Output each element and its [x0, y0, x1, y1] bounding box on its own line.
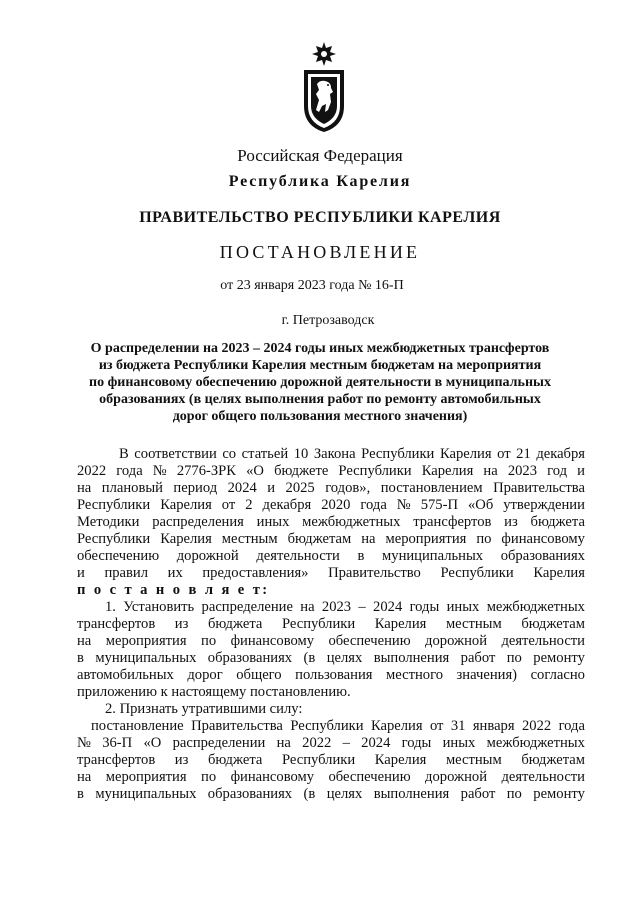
body-word: 2025 — [285, 480, 315, 496]
body-word: 2023 — [507, 463, 537, 479]
document-type: ПОСТАНОВЛЕНИЕ — [219, 242, 421, 262]
body-word: предоставления» — [202, 565, 309, 581]
body-word: 2024 — [373, 599, 403, 615]
body-word: от — [221, 497, 236, 513]
body-word: общего — [236, 667, 282, 683]
body-line — [77, 599, 585, 616]
body-word: бюджета — [207, 616, 263, 632]
body-line — [77, 735, 585, 752]
body-word: деятельности — [501, 633, 585, 649]
body-word: Карелия — [421, 463, 474, 479]
decree-verb: п о с т а н о в л я е т: — [77, 582, 270, 598]
body-word: 21 — [516, 446, 531, 462]
body-word: на — [300, 599, 315, 615]
body-word: – — [342, 735, 350, 751]
body-line — [77, 548, 585, 565]
body-word: обеспечению — [328, 633, 411, 649]
body-word: Установить — [123, 599, 195, 615]
title-line: по финансовому обеспечению дорожной деятельности в муниципальных — [89, 375, 551, 390]
body-word: местным — [445, 616, 502, 632]
body-word: 2024 — [227, 480, 257, 496]
government-name: ПРАВИТЕЛЬСТВО РЕСПУБЛИКИ КАРЕЛИЯ — [139, 209, 501, 226]
body-word: пользования — [295, 667, 373, 683]
body-word: года — [116, 463, 143, 479]
body-line — [77, 650, 585, 667]
body-word: трансфертов — [77, 752, 156, 768]
body-word: годов», — [325, 480, 371, 496]
body-word: целях — [326, 786, 363, 802]
body-word: мероприятия — [105, 633, 187, 649]
body-word: Закона — [313, 446, 356, 462]
body-word: 2023 — [321, 599, 352, 615]
body-word: Республики — [361, 446, 435, 462]
body-line — [77, 786, 585, 803]
body-word: «О — [143, 735, 162, 751]
body-word: 575-П — [420, 497, 458, 513]
body-word: Карелия — [533, 565, 585, 581]
body-word: декабря — [536, 446, 585, 462]
body-word: бюджетам — [521, 752, 585, 768]
body-word: декабря — [262, 497, 312, 513]
body-line — [77, 514, 585, 531]
body-word: и — [577, 463, 585, 479]
body-word: соответствии — [134, 446, 217, 462]
body-word: годы — [409, 599, 440, 615]
body-word: межбюджетных — [486, 735, 585, 751]
body-word: утверждении — [503, 497, 585, 513]
body-word: муниципальных — [95, 786, 197, 802]
body-word: Карелия — [374, 752, 427, 768]
body-word: Карелия — [160, 497, 212, 513]
body-word: значения) — [456, 667, 518, 683]
body-text: приложению к настоящему постановлению. — [77, 684, 351, 700]
body-word: Методики — [77, 514, 140, 530]
body-word: Карелия — [370, 718, 423, 734]
body-word: плановый — [101, 480, 163, 496]
body-word: по — [506, 650, 522, 666]
document-body — [77, 446, 585, 803]
body-word: (в — [303, 650, 316, 666]
body-word: статьей — [241, 446, 289, 462]
body-word: года — [558, 718, 585, 734]
body-line — [77, 531, 585, 548]
body-word: дорожной — [425, 633, 487, 649]
body-word: иных — [442, 735, 476, 751]
body-word: на — [483, 463, 498, 479]
body-word: и — [77, 565, 85, 581]
body-word: финансовому — [230, 769, 315, 785]
body-word: работ — [460, 650, 496, 666]
body-word: бюджетам — [521, 616, 585, 632]
body-word: на — [77, 480, 92, 496]
body-word: Правительства — [493, 480, 585, 496]
body-word: по — [506, 786, 522, 802]
body-word: местного — [386, 667, 443, 683]
body-word: 2 — [245, 497, 253, 513]
body-line — [77, 463, 585, 480]
title-line: из бюджета Республики Карелия местным бюджетам на мероприятия — [98, 358, 542, 373]
body-word: мероприятия — [385, 531, 467, 547]
body-word: обеспечению — [328, 769, 411, 785]
body-word: дорог — [187, 667, 223, 683]
body-word: – — [358, 599, 366, 615]
body-word: № — [77, 735, 91, 751]
body-line — [77, 480, 585, 497]
body-word: бюджета — [530, 514, 585, 530]
body-word: постановлением — [380, 480, 483, 496]
body-word: «Об — [467, 497, 494, 513]
body-word: на — [77, 769, 92, 785]
body-word: на — [276, 735, 291, 751]
body-word: Республики — [338, 463, 412, 479]
body-line — [77, 752, 585, 769]
body-word: Республики — [77, 531, 151, 547]
body-word: 10 — [293, 446, 309, 462]
body-word: (в — [303, 786, 316, 802]
body-line — [77, 582, 585, 599]
body-word: 36-П — [102, 735, 133, 751]
body-word: местным — [221, 531, 278, 547]
body-word: Республики — [440, 565, 514, 581]
title-line: О распределении на 2023 – 2024 годы иных межбюджетных трансфертов — [90, 341, 550, 356]
body-word: финансовому — [230, 633, 315, 649]
body-word: 2022 — [302, 735, 332, 751]
body-word: межбюджетных — [302, 514, 401, 530]
body-line — [77, 684, 585, 701]
body-word: трансфертов — [413, 514, 492, 530]
body-line — [77, 769, 585, 786]
body-word: автомобильных — [77, 667, 174, 683]
body-word: по — [201, 769, 217, 785]
body-word: бюджета — [207, 752, 263, 768]
body-line — [77, 718, 585, 735]
body-word: Карелия — [439, 446, 492, 462]
body-word: Карелия — [374, 616, 427, 632]
body-word: правил — [104, 565, 149, 581]
body-word: Республики — [281, 616, 356, 632]
title-line: дорог общего пользования местного значения) — [172, 409, 468, 424]
body-word: 2022 — [521, 718, 552, 734]
body-word: местным — [445, 752, 502, 768]
body-word: по — [476, 531, 492, 547]
body-word: целях — [326, 650, 363, 666]
body-word: муниципальных — [95, 650, 197, 666]
body-word: № — [396, 497, 411, 513]
body-word: деятельности — [501, 769, 585, 785]
body-word: распределение — [201, 599, 293, 615]
body-word: распределения — [152, 514, 244, 530]
body-word: постановление — [91, 718, 184, 734]
body-word: финансовому — [501, 531, 585, 547]
body-word: в — [77, 650, 84, 666]
body-word: межбюджетных — [486, 599, 585, 615]
body-word: 2776-ЗРК — [176, 463, 237, 479]
title-line: образованиях (в целях выполнения работ по ремонту автомобильных — [99, 392, 541, 407]
karelia-coat-of-arms-icon — [300, 40, 348, 134]
body-word: 2024 — [361, 735, 391, 751]
body-word: Правительства — [191, 718, 283, 734]
body-word: Республики — [290, 718, 364, 734]
body-word: иных — [256, 514, 290, 530]
body-line — [77, 667, 585, 684]
body-word: мероприятия — [105, 769, 187, 785]
body-word: в — [357, 548, 365, 564]
document-date: от 23 января 2023 года № 16-П — [220, 278, 404, 293]
body-word: образованиях — [207, 786, 293, 802]
body-line — [77, 616, 585, 633]
body-word: Республики — [281, 752, 356, 768]
body-line — [77, 497, 585, 514]
body-word: их — [167, 565, 183, 581]
body-word: 2022 — [77, 463, 107, 479]
body-word: выполнения — [373, 786, 450, 802]
body-word: дорожной — [425, 769, 487, 785]
body-word: 31 — [450, 718, 466, 734]
body-word: по — [201, 633, 217, 649]
body-word: «О — [246, 463, 264, 479]
body-word: обеспечению — [77, 548, 160, 564]
body-word: в — [77, 786, 84, 802]
body-word: 1. — [105, 599, 116, 615]
body-word: период — [173, 480, 218, 496]
body-line — [77, 446, 585, 463]
body-word: образованиях — [500, 548, 585, 564]
body-word: на — [361, 531, 376, 547]
body-word: дорожной — [176, 548, 239, 564]
body-word: из — [504, 514, 518, 530]
body-word: ремонту — [533, 650, 585, 666]
body-word: согласно — [530, 667, 585, 683]
body-word: от — [497, 446, 511, 462]
body-word: Правительство — [328, 565, 421, 581]
body-word: трансфертов — [77, 616, 156, 632]
body-word: выполнения — [373, 650, 450, 666]
body-word: на — [77, 633, 92, 649]
body-word: из — [174, 752, 189, 768]
body-word: иных — [446, 599, 480, 615]
document-title — [60, 340, 580, 425]
body-text: 2. Признать утратившими силу: — [105, 701, 303, 717]
body-word: Карелия — [160, 531, 212, 547]
body-word: января — [472, 718, 515, 734]
body-word: муниципальных — [382, 548, 484, 564]
body-word: годы — [401, 735, 432, 751]
body-word: Республики — [77, 497, 151, 513]
body-word: бюджетам — [287, 531, 352, 547]
body-line — [77, 565, 585, 582]
body-line — [77, 701, 585, 718]
body-word: распределении — [172, 735, 266, 751]
country-name: Российская Федерация — [237, 146, 403, 165]
body-word: из — [174, 616, 189, 632]
body-word: образованиях — [207, 650, 293, 666]
body-word: года — [360, 497, 387, 513]
document-city: г. Петрозаводск — [281, 313, 375, 328]
body-word: № — [152, 463, 167, 479]
republic-name: Республика Карелия — [228, 173, 412, 190]
body-word: со — [222, 446, 237, 462]
body-line — [77, 633, 585, 650]
body-word: год — [547, 463, 568, 479]
body-word: от — [429, 718, 444, 734]
body-word: и — [267, 480, 276, 496]
body-word: деятельности — [256, 548, 340, 564]
body-word: работ — [460, 786, 496, 802]
body-word: В — [119, 446, 129, 462]
body-word: 2020 — [321, 497, 351, 513]
body-word: ремонту — [533, 786, 585, 802]
body-word: бюджете — [274, 463, 329, 479]
